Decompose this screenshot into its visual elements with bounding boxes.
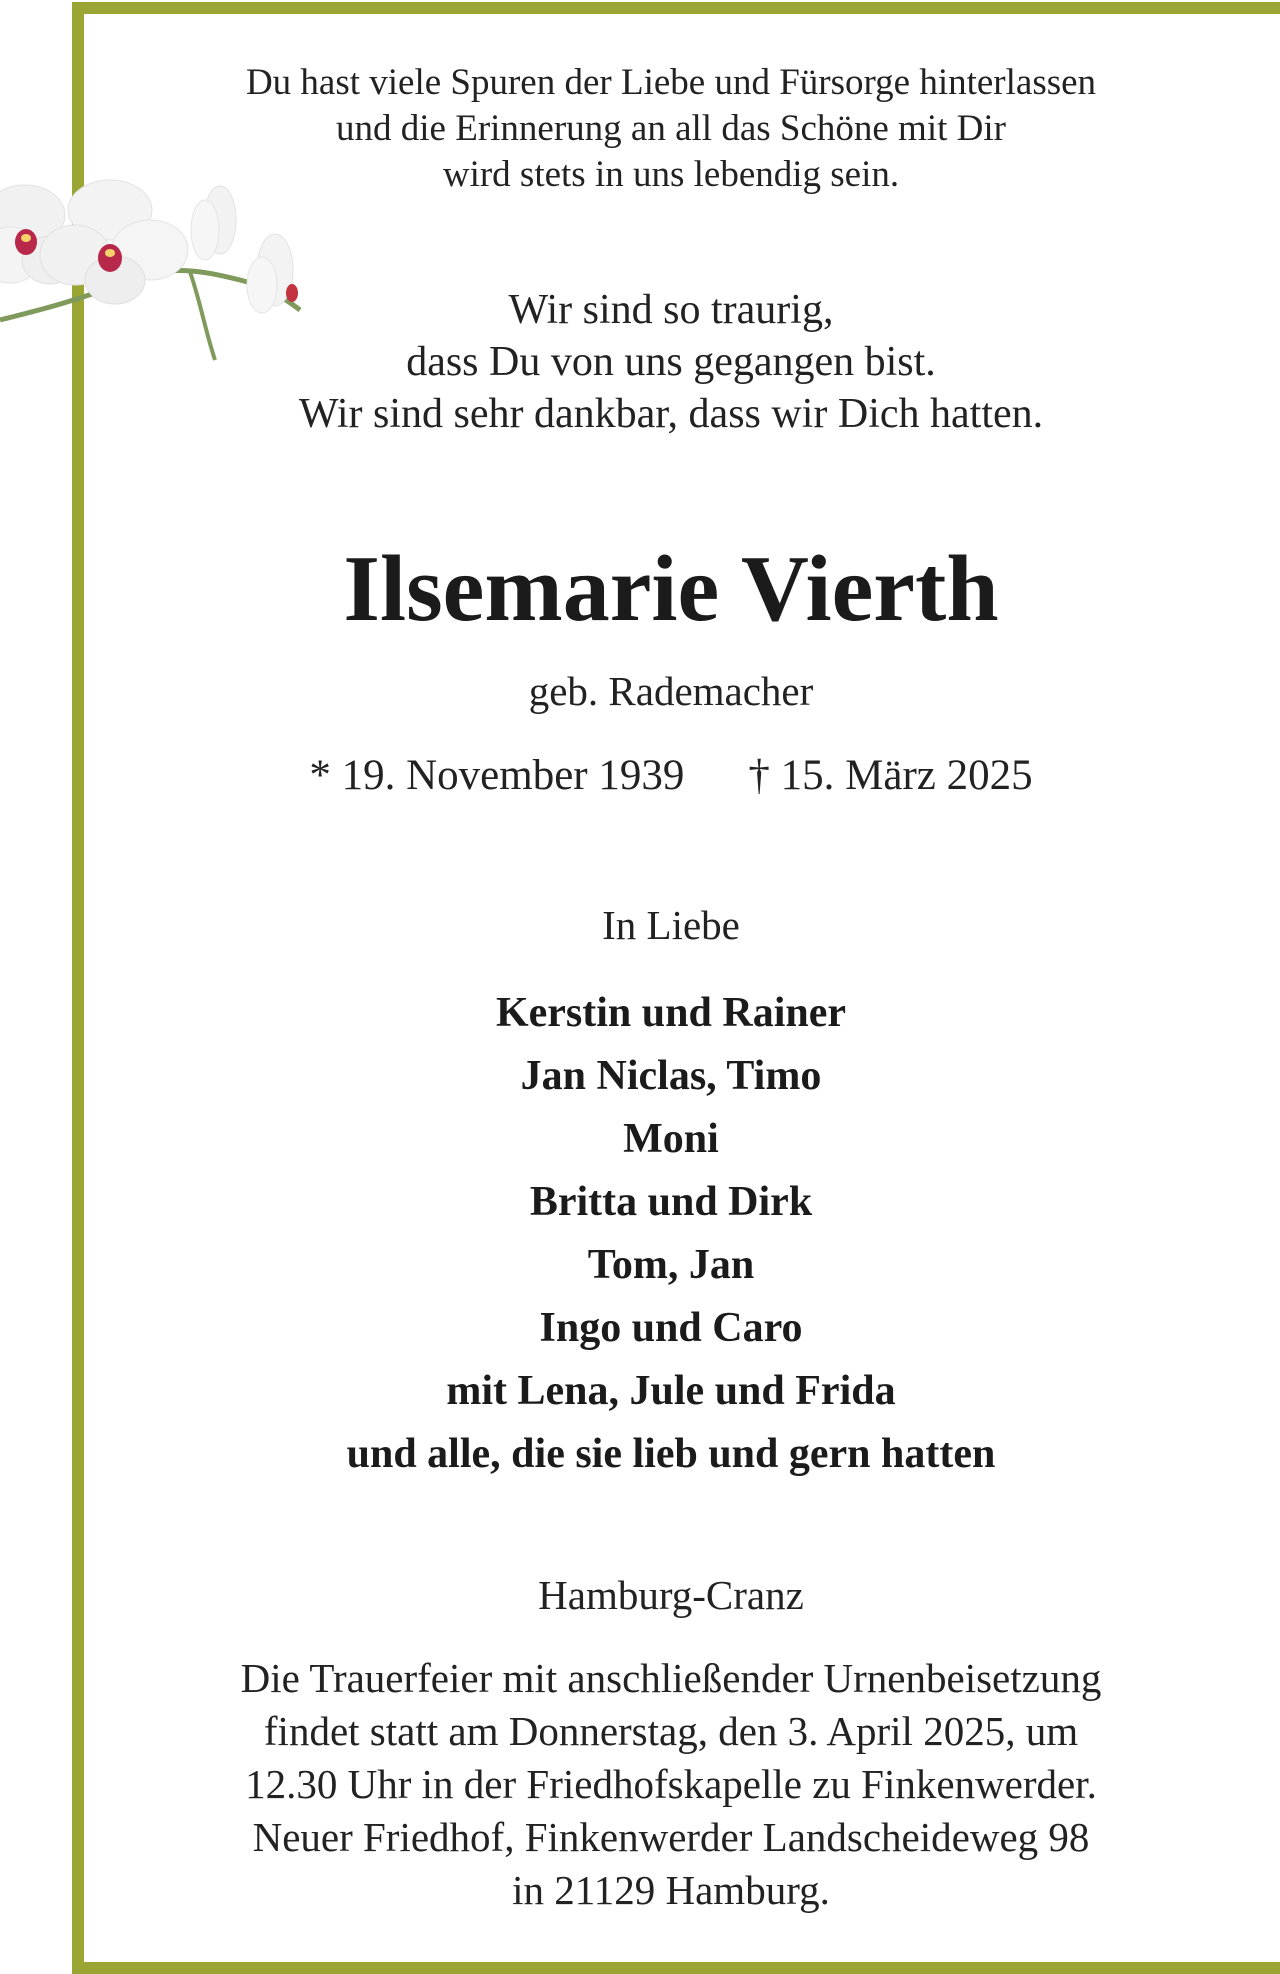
verse-line: wird stets in uns lebendig sein. [442,154,900,195]
verse-line: Du hast viele Spuren der Liebe und Fürsorge hinterlassen [245,62,1097,103]
verse-line: dass Du von uns gegangen bist. [406,339,936,385]
service-line: 12.30 Uhr in der Friedhofskapelle zu Finkenwerder. [245,1761,1097,1807]
in-love-heading: In Liebe [602,902,740,948]
service-notice [84,1652,1258,1917]
second-verse [84,284,1258,440]
service-line: in 21129 Hamburg. [512,1867,830,1913]
opening-verse [84,60,1258,198]
deceased-name: Ilsemarie Vierth [343,537,999,641]
place-name: Hamburg-Cranz [538,1572,804,1618]
death-date: † 15. März 2025 [748,752,1033,799]
mourners-list [84,982,1258,1486]
service-line: findet statt am Donnerstag, den 3. April 2025, um [263,1708,1079,1754]
life-dates [84,750,1258,802]
birth-name: geb. Rademacher [528,668,814,714]
mourner-line: Tom, Jan [587,1242,755,1288]
mourner-line: Ingo und Caro [539,1305,803,1351]
mourner-line: Britta und Dirk [529,1179,813,1225]
birth-date: * 19. November 1939 [309,752,685,799]
mourner-line: und alle, die sie lieb und gern hatten [346,1431,996,1477]
verse-line: Wir sind sehr dankbar, dass wir Dich hatten. [298,391,1044,437]
service-line: Die Trauerfeier mit anschließender Urnenbeisetzung [240,1655,1102,1701]
verse-line: Wir sind so traurig, [508,287,834,333]
mourner-line: Moni [623,1116,719,1162]
mourner-line: Kerstin und Rainer [495,990,847,1036]
service-line: Neuer Friedhof, Finkenwerder Landscheideweg 98 [252,1814,1090,1860]
mourner-line: Jan Niclas, Timo [520,1053,822,1099]
verse-line: und die Erinnerung an all das Schöne mit Dir [336,108,1006,149]
mourner-line: mit Lena, Jule und Frida [446,1368,896,1414]
